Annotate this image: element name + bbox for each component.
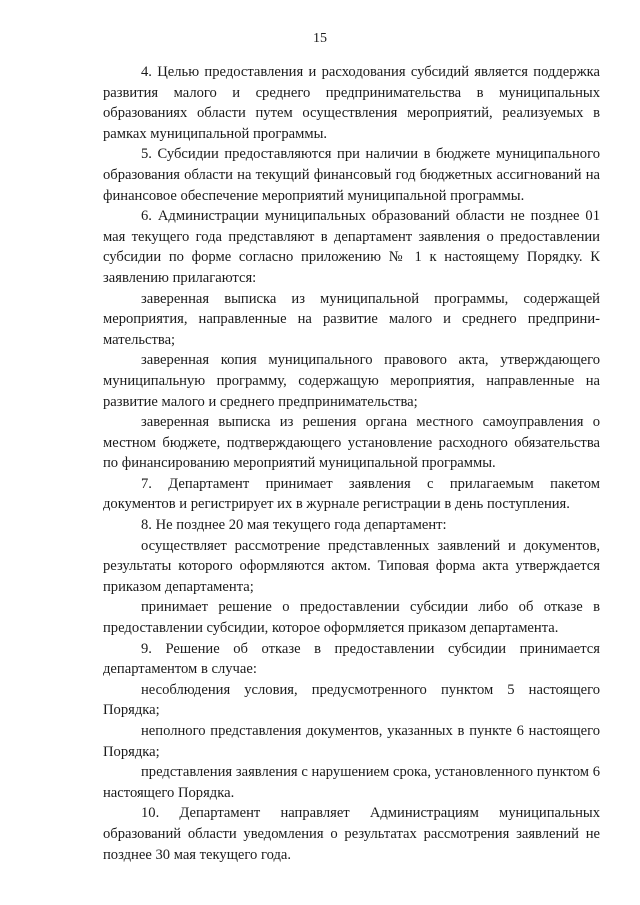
- paragraph-9-item-condition: несоблюдения условия, предусмотренного пунктом 5 настоящего Порядка;: [103, 681, 600, 719]
- paragraph-6-item-legal-act-copy: заверенная копия муниципального правового акта, утверждающего муниципальную программу, содержащую мероприятия, направленные на развитие малого и среднего предпринимательства;: [103, 352, 600, 410]
- paragraph-7: 7. Департамент принимает заявления с прилагаемым пакетом документов и регистрирует их в журнале регистрации в день поступления.: [103, 475, 600, 513]
- paragraph-6: 6. Администрации муниципальных образований области не позднее 01 мая текущего года представляют в департамент заявления о предоставлении субсидии по форме согласно приложению № 1 к настоящему Порядку. К заявлению прилагаются:: [103, 208, 600, 286]
- paragraph-9-item-incomplete-docs: неполного представления документов, указанных в пункте 6 настоящего Порядка;: [103, 723, 600, 760]
- paragraph-8-item-review: осуществляет рассмотрение представленных заявлений и документов, результаты которого оформляются актом. Типовая форма акта утверждается приказом департамента;: [103, 537, 600, 595]
- paragraph-9-item-deadline: представления заявления с нарушением срока, установленного пунктом 6 настоящего Порядка.: [103, 764, 600, 801]
- paragraph-6-item-program-extract: заверенная выписка из муниципальной программы, содержащей мероприятия, направленные на развитие малого и среднего предприни-мательства;: [103, 290, 600, 348]
- paragraph-4: 4. Целью предоставления и расходования субсидий является поддержка развития малого и среднего предпринимательства в муниципальных образованиях области путем осуществления мероприятий, реализуемых в рамках муниципальной программы.: [103, 64, 600, 142]
- page-number: 15: [313, 31, 327, 46]
- paragraph-5: 5. Субсидии предоставляются при наличии в бюджете муниципального образования области на текущий финансовый год бюджетных ассигнований на финансовое обеспечение мероприятий муниципальной программы.: [103, 146, 600, 204]
- paragraph-8: 8. Не позднее 20 мая текущего года департамент:: [141, 517, 447, 534]
- paragraph-6-item-budget-decision-extract: заверенная выписка из решения органа местного самоуправления о местном бюджете, подтверждающего установление расходного обязательства по финансированию мероприятий муниципальной программы.: [103, 414, 600, 472]
- document-body: [103, 62, 600, 865]
- paragraph-10: 10. Департамент направляет Администрациям муниципальных образований области уведомления о результатах рассмотрения заявлений не позднее 30 мая текущего года.: [103, 805, 600, 863]
- paragraph-8-item-decision: принимает решение о предоставлении субсидии либо об отказе в предоставлении субсидии, которое оформляется приказом департамента.: [103, 599, 600, 637]
- paragraph-9: 9. Решение об отказе в предоставлении субсидии принимается департаментом в случае:: [103, 640, 600, 678]
